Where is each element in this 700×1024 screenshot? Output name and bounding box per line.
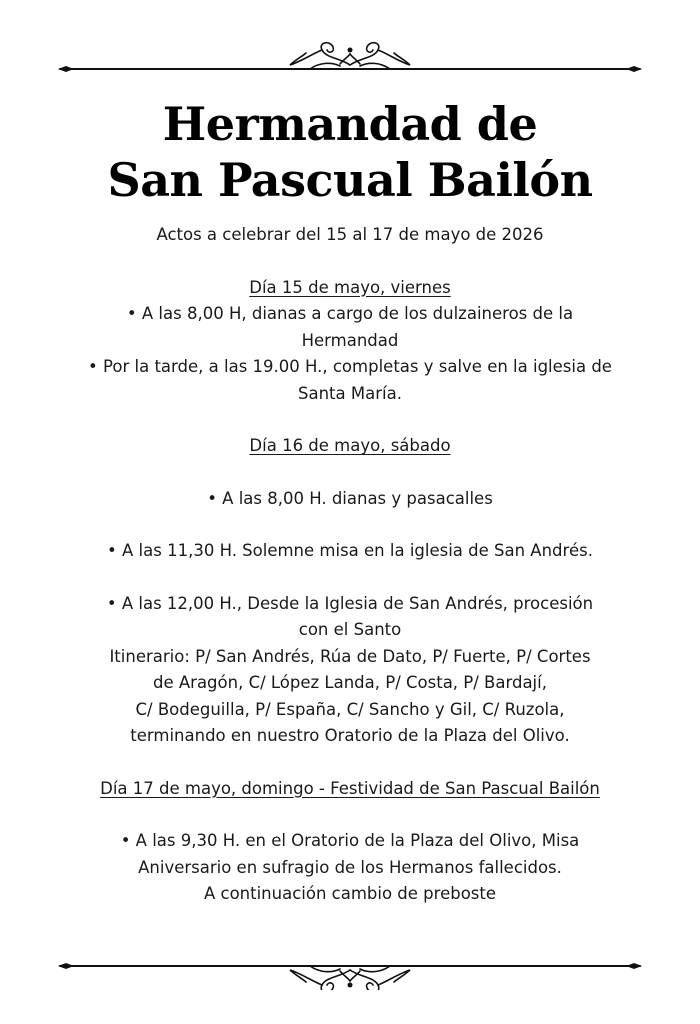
title-line-1: Hermandad de: [162, 97, 538, 151]
route-line-3: C/ Bodeguilla, P/ España, C/ Sancho y Gil, C/ Ruzola,: [135, 699, 565, 719]
day-16-section: [40, 433, 660, 750]
day-16-item-2: • A las 11,30 H. Solemne misa en la iglesia de San Andrés.: [107, 541, 593, 560]
route-line-1: Itinerario: P/ San Andrés, Rúa de Dato, P/ Fuerte, P/ Cortes: [109, 646, 591, 666]
title-line-2: San Pascual Bailón: [107, 153, 593, 207]
day-17-item-1-line-3: A continuación cambio de preboste: [203, 884, 497, 903]
page-title: [0, 96, 700, 208]
day-17-item-1-line-2: Aniversario en sufragio de los Hermanos fallecidos.: [138, 857, 562, 877]
day-15-item-1-line-2: Hermandad: [301, 330, 399, 350]
subtitle: Actos a celebrar del 15 al 17 de mayo de 2026: [156, 225, 544, 244]
bottom-ornament-divider-icon: [0, 940, 700, 990]
day-16-item-3-line-2: con el Santo: [298, 620, 402, 639]
day-15-section: [40, 275, 660, 408]
day-17-item-1-line-1: • A las 9,30 H. en el Oratorio de la Plaza del Olivo, Misa: [120, 831, 580, 850]
day-15-item-2-line-2: Santa María.: [298, 383, 402, 403]
day-16-heading: Día 16 de mayo, sábado: [249, 436, 451, 455]
day-15-item-1-line-1: • A las 8,00 H, dianas a cargo de los dulzaineros de la: [126, 304, 574, 323]
day-16-item-3-line-1: • A las 12,00 H., Desde la Iglesia de San Andrés, procesión: [106, 593, 594, 613]
day-16-item-1: • A las 8,00 H. dianas y pasacalles: [207, 488, 493, 508]
events-program: [40, 222, 660, 908]
day-15-heading: Día 15 de mayo, viernes: [249, 277, 451, 297]
day-15-item-2-line-1: • Por la tarde, a las 19.00 H., completas y salve en la iglesia de: [88, 357, 612, 376]
route-line-2: de Aragón, C/ López Landa, P/ Costa, P/ Bardají,: [153, 673, 547, 692]
day-17-section: [40, 776, 660, 908]
route-line-4: terminando en nuestro Oratorio de la Plaza del Olivo.: [130, 726, 570, 745]
top-ornament-divider-icon: [0, 28, 700, 78]
day-17-heading: Día 17 de mayo, domingo - Festividad de San Pascual Bailón: [100, 778, 600, 798]
